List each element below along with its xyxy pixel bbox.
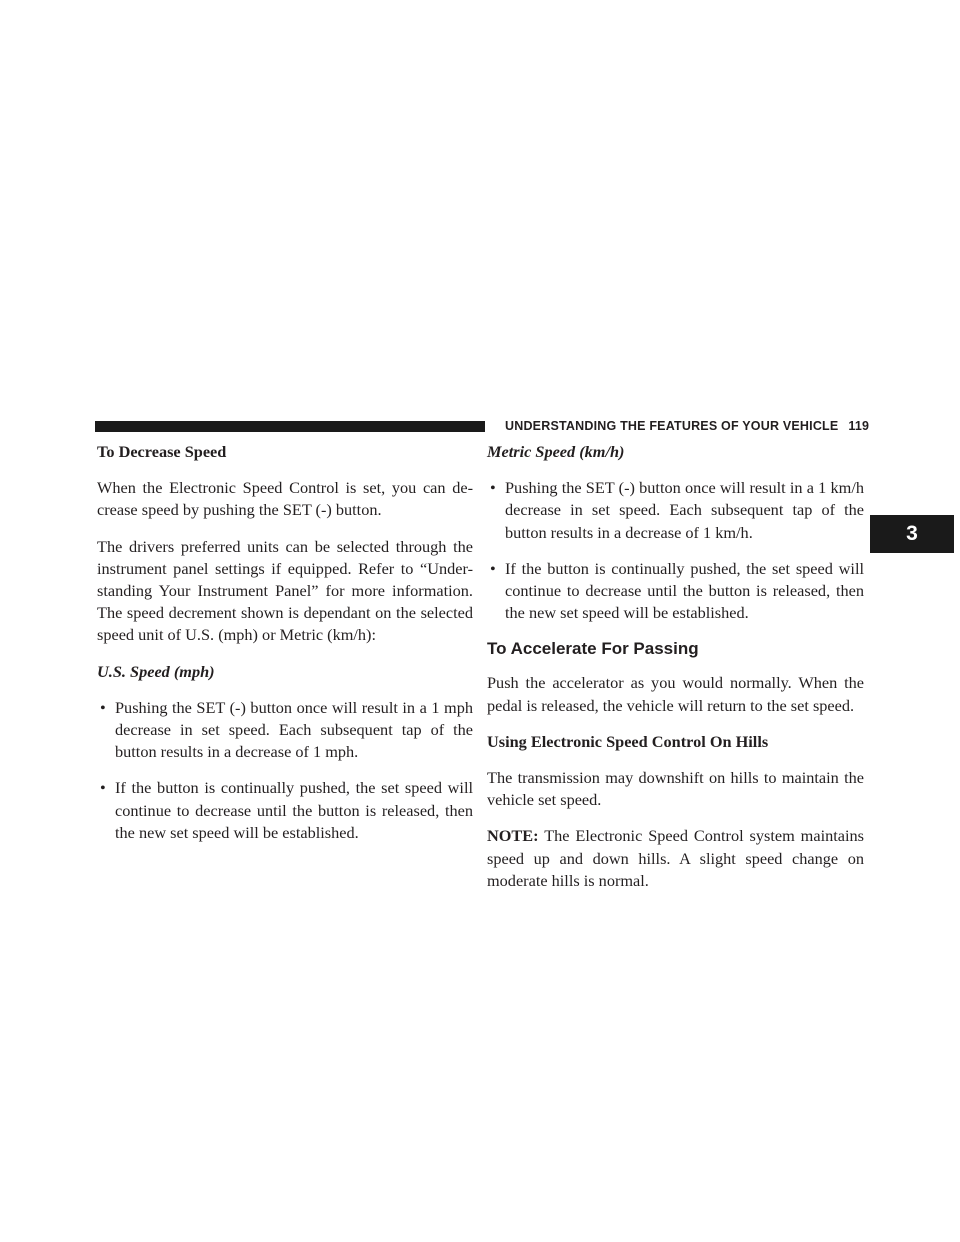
bullet-marker: • <box>100 697 106 717</box>
list-item <box>487 477 864 544</box>
header-title: UNDERSTANDING THE FEATURES OF YOUR VEHICLE <box>505 419 839 433</box>
bullet-marker: • <box>490 558 496 578</box>
list-item <box>97 697 473 764</box>
list-item <box>97 777 473 844</box>
bullet-marker: • <box>490 478 496 498</box>
us-speed-bullets <box>97 697 473 844</box>
list-item <box>487 558 864 625</box>
note-text: The Electronic Speed Control system maintains speed up and down hills. A slight speed change on moderate hills is normal. <box>487 826 864 890</box>
list-item-text: If the button is continually pushed, the set speed will continue to decrease until the button is released, then the new set speed will be established. <box>505 558 864 623</box>
paragraph-accelerate: Push the accelerator as you would normally. When the pedal is released, the vehicle will return to the set speed. <box>487 673 864 715</box>
subheading-us-speed: U.S. Speed (mph) <box>97 661 215 681</box>
heading-decrease-speed: To Decrease Speed <box>97 442 227 461</box>
left-column <box>97 441 473 858</box>
list-item-text: If the button is continually pushed, the set speed will continue to decrease until the button is released, then the new set speed will be established. <box>115 778 473 842</box>
right-column <box>487 441 864 906</box>
paragraph-hills: The transmission may downshift on hills to maintain the vehicle set speed. <box>487 768 864 810</box>
metric-speed-bullets <box>487 477 864 624</box>
paragraph-units: The drivers preferred units can be selected through the instrument panel settings if equipped. Refer to “Under- standing Your Instrument Panel” for more information. The speed decrement shown is dependant on the selected speed unit of U.S. (mph) or Metric (km/h): <box>97 536 473 645</box>
heading-hills: Using Electronic Speed Control On Hills <box>487 731 769 751</box>
section-title-accelerate: To Accelerate For Passing <box>487 639 699 659</box>
bullet-marker: • <box>100 778 106 798</box>
header-rule <box>95 421 485 432</box>
chapter-tab: 3 <box>870 515 954 553</box>
note-label: NOTE: <box>487 826 539 846</box>
page-number: 119 <box>848 419 870 433</box>
list-item-text: Pushing the SET (-) button once will result in a 1 mph decrease in set speed. Each subsequent tap of the button results in a decrease of 1 mph. <box>115 697 473 762</box>
running-header <box>505 419 869 433</box>
paragraph-decrease-intro: When the Electronic Speed Control is set, you can de- crease speed by pushing the SET (-) button. <box>97 478 473 520</box>
subheading-metric-speed: Metric Speed (km/h) <box>487 442 625 461</box>
note-paragraph <box>487 825 864 892</box>
list-item-text: Pushing the SET (-) button once will result in a 1 km/h decrease in set speed. Each subsequent tap of the button results in a decrease of 1 km/h. <box>505 478 864 542</box>
